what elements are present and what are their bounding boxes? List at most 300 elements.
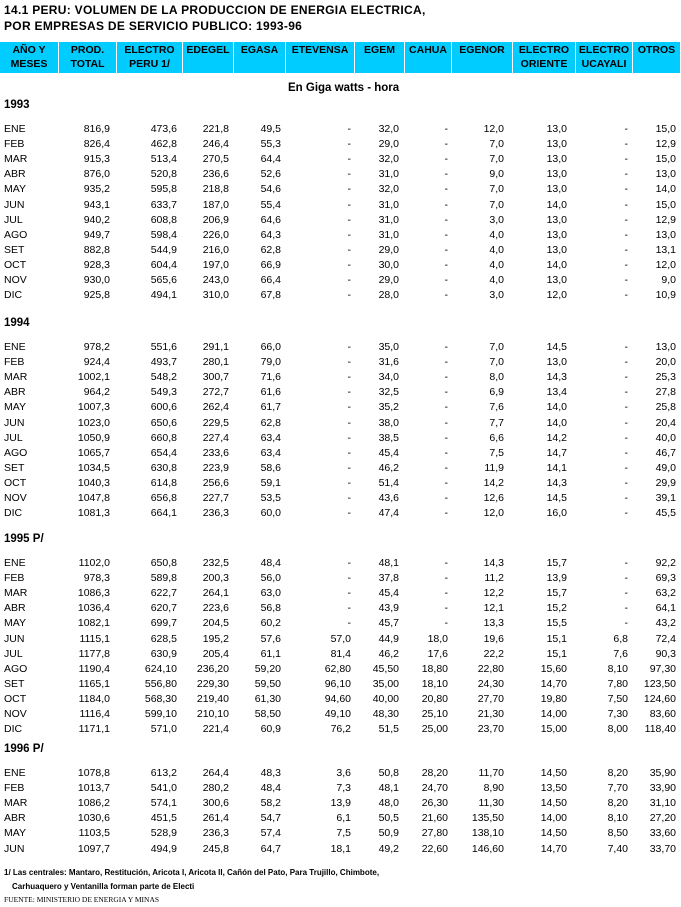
value-cell: 31,6 (378, 356, 399, 369)
value-cell: 451,5 (150, 812, 177, 825)
value-cell: 14,00 (540, 812, 567, 825)
value-cell: 13,1 (655, 243, 676, 256)
value-cell: 19,6 (483, 632, 504, 645)
value-cell: - (624, 274, 628, 286)
value-cell: 7,0 (489, 341, 504, 353)
value-cell: 473,6 (150, 123, 177, 135)
table-row (0, 370, 681, 385)
column-header (405, 42, 452, 73)
value-cell: - (624, 602, 628, 615)
value-cell: 243,0 (202, 274, 229, 286)
value-cell: - (444, 198, 448, 211)
value-cell: 4,0 (489, 228, 504, 241)
month-cell: OCT (4, 258, 27, 271)
value-cell: - (444, 401, 448, 414)
value-cell: 229,5 (202, 416, 229, 429)
value-cell: 53,5 (260, 492, 281, 504)
value-cell: 55,3 (260, 138, 281, 151)
value-cell: 528,9 (150, 827, 177, 840)
value-cell: 57,4 (260, 827, 281, 840)
month-cell: OCT (4, 476, 27, 489)
column-header (633, 42, 681, 73)
month-cell: JUN (4, 198, 25, 211)
value-cell: - (444, 138, 448, 151)
value-cell: 14,1 (546, 461, 567, 474)
unit-label: En Giga watts - hora (288, 82, 400, 94)
value-cell: 7,70 (607, 782, 628, 795)
value-cell: 138,10 (471, 827, 504, 840)
table-row (0, 662, 681, 677)
value-cell: - (624, 386, 628, 399)
value-cell: 589,8 (150, 572, 177, 585)
value-cell: 232,5 (202, 557, 229, 569)
value-cell: - (444, 587, 448, 600)
month-cell: NOV (4, 492, 27, 504)
value-cell: 16,0 (546, 507, 567, 520)
value-cell: - (444, 258, 448, 271)
value-cell: 494,9 (150, 842, 177, 855)
value-cell: 656,8 (150, 492, 177, 504)
column-header (117, 42, 183, 73)
value-cell: 204,5 (202, 617, 229, 630)
value-cell: - (444, 602, 448, 615)
value-cell: 650,6 (150, 416, 177, 429)
value-cell: 35,90 (649, 767, 676, 779)
value-cell: 67,8 (260, 289, 281, 302)
value-cell: 38,5 (378, 431, 399, 444)
value-cell: 4,0 (489, 258, 504, 271)
value-cell: 50,9 (378, 827, 399, 840)
footnote-line2: Carhuaquero y Ventanilla forman parte de Electi (12, 882, 195, 891)
value-cell: 61,7 (260, 401, 281, 414)
value-cell: 124,60 (643, 692, 676, 705)
value-cell: - (347, 289, 351, 302)
value-cell: 13,0 (546, 138, 567, 151)
value-cell: 565,6 (150, 274, 177, 286)
column-header-line1: ELECTRO (124, 44, 175, 56)
value-cell: 7,3 (336, 782, 351, 795)
value-cell: 135,50 (471, 812, 504, 825)
value-cell: - (347, 431, 351, 444)
column-header (234, 42, 286, 73)
value-cell: 69,3 (655, 572, 676, 585)
value-cell: - (347, 416, 351, 429)
value-cell: 45,4 (378, 446, 399, 459)
value-cell: 1065,7 (77, 446, 110, 459)
value-cell: 14,5 (546, 341, 567, 353)
value-cell: - (444, 371, 448, 384)
value-cell: - (347, 492, 351, 504)
value-cell: 29,0 (378, 243, 399, 256)
value-cell: 72,4 (655, 632, 676, 645)
table-row (0, 273, 681, 288)
column-header-line1: ELECTRO (518, 44, 570, 56)
value-cell: 548,2 (150, 371, 177, 384)
table-row (0, 601, 681, 616)
value-cell: 210,10 (196, 708, 229, 720)
value-cell: 27,80 (421, 827, 448, 840)
month-cell: ABR (4, 386, 26, 399)
value-cell: 4,0 (489, 274, 504, 286)
value-cell: - (624, 572, 628, 585)
value-cell: 462,8 (150, 138, 177, 151)
value-cell: 79,0 (260, 356, 281, 369)
value-cell: 544,9 (150, 243, 177, 256)
value-cell: - (347, 371, 351, 384)
value-cell: 71,6 (260, 371, 281, 384)
table-row (0, 167, 681, 182)
value-cell: 46,2 (378, 647, 399, 660)
value-cell: 10,9 (655, 289, 676, 302)
month-cell: NOV (4, 708, 27, 720)
value-cell: 1190,4 (78, 662, 110, 675)
value-cell: 40,00 (372, 692, 399, 705)
column-header-line1: EGEM (364, 44, 395, 56)
value-cell: - (444, 507, 448, 520)
value-cell: 256,6 (202, 476, 229, 489)
value-cell: 17,6 (427, 647, 448, 660)
month-cell: SET (4, 243, 25, 256)
value-cell: 14,0 (546, 416, 567, 429)
value-cell: 31,0 (378, 198, 399, 211)
value-cell: 48,0 (378, 797, 399, 810)
value-cell: 97,30 (649, 662, 676, 675)
value-cell: - (444, 243, 448, 256)
value-cell: 64,3 (260, 228, 281, 241)
value-cell: 24,70 (421, 782, 448, 795)
table-row (0, 416, 681, 431)
value-cell: 50,8 (378, 767, 399, 779)
value-cell: 32,0 (378, 183, 399, 196)
value-cell: - (347, 243, 351, 256)
value-cell: 39,1 (655, 492, 676, 504)
value-cell: 14,0 (546, 198, 567, 211)
table-header (0, 42, 681, 73)
value-cell: 15,0 (655, 198, 676, 211)
column-header-line1: EGASA (240, 44, 279, 56)
table-row (0, 198, 681, 213)
value-cell: 219,40 (196, 692, 229, 705)
column-header (59, 42, 117, 73)
table-row (0, 707, 681, 722)
value-cell: 1007,3 (77, 401, 110, 414)
value-cell: 96,10 (324, 677, 351, 690)
value-cell: 29,0 (378, 274, 399, 286)
value-cell: - (444, 123, 448, 135)
value-cell: 63,4 (260, 431, 281, 444)
value-cell: 291,1 (202, 341, 229, 353)
value-cell: - (347, 461, 351, 474)
value-cell: - (624, 228, 628, 241)
table-row (0, 842, 681, 857)
value-cell: 6,1 (336, 812, 351, 825)
value-cell: 11,9 (484, 461, 504, 474)
month-cell: MAY (4, 183, 26, 196)
value-cell: 62,8 (260, 243, 281, 256)
value-cell: 568,30 (144, 692, 177, 705)
month-cell: AGO (4, 662, 28, 675)
value-cell: 7,0 (489, 183, 504, 196)
value-cell: 90,3 (655, 647, 676, 660)
value-cell: - (444, 572, 448, 585)
value-cell: 13,0 (546, 356, 567, 369)
value-cell: 94,60 (324, 692, 351, 705)
value-cell: 15,00 (540, 723, 567, 736)
value-cell: 541,0 (150, 782, 177, 795)
value-cell: 12,2 (483, 587, 504, 600)
value-cell: 628,5 (150, 632, 177, 645)
value-cell: 44,9 (378, 632, 399, 645)
value-cell: - (624, 557, 628, 569)
value-cell: 20,80 (421, 692, 448, 705)
value-cell: 246,4 (202, 138, 229, 151)
value-cell: - (444, 461, 448, 474)
table-row (0, 677, 681, 692)
month-cell: DIC (4, 723, 23, 736)
value-cell: 1047,8 (77, 492, 110, 504)
value-cell: 118,40 (644, 723, 676, 736)
value-cell: - (624, 123, 628, 135)
month-cell: SET (4, 461, 25, 474)
value-cell: 8,00 (607, 723, 628, 736)
value-cell: 25,8 (655, 401, 676, 414)
value-cell: 13,0 (546, 228, 567, 241)
value-cell: 1013,7 (77, 782, 110, 795)
value-cell: 13,0 (655, 341, 676, 353)
value-cell: 7,6 (489, 401, 504, 414)
value-cell: 14,7 (546, 446, 567, 459)
value-cell: 300,7 (202, 371, 229, 384)
value-cell: 14,70 (540, 842, 567, 855)
table-row (0, 722, 681, 737)
value-cell: 6,6 (489, 431, 504, 444)
month-cell: JUN (4, 842, 25, 855)
value-cell: 7,0 (489, 138, 504, 151)
value-cell: 48,3 (260, 767, 281, 779)
value-cell: 49,0 (655, 461, 676, 474)
value-cell: 21,30 (477, 708, 504, 720)
value-cell: 64,6 (260, 213, 281, 226)
month-cell: MAR (4, 797, 28, 810)
table-row (0, 632, 681, 647)
value-cell: - (624, 153, 628, 166)
table-row (0, 446, 681, 461)
value-cell: 221,8 (202, 123, 229, 135)
value-cell: 300,6 (202, 797, 229, 810)
table-row (0, 491, 681, 506)
month-cell: AGO (4, 446, 28, 459)
value-cell: 630,8 (150, 461, 177, 474)
value-cell: 58,6 (260, 461, 281, 474)
value-cell: 38,0 (378, 416, 399, 429)
value-cell: - (624, 461, 628, 474)
value-cell: 622,7 (150, 587, 177, 600)
value-cell: 7,0 (489, 198, 504, 211)
value-cell: 19,80 (540, 692, 567, 705)
value-cell: - (624, 138, 628, 151)
value-cell: 32,0 (378, 153, 399, 166)
value-cell: 28,0 (378, 289, 399, 302)
value-cell: 1165,1 (78, 677, 110, 690)
value-cell: - (624, 258, 628, 271)
value-cell: 7,40 (607, 842, 628, 855)
value-cell: 29,9 (655, 476, 676, 489)
value-cell: 14,3 (546, 371, 567, 384)
value-cell: 1116,4 (79, 708, 110, 720)
month-cell: ABR (4, 168, 26, 181)
value-cell: 13,3 (483, 617, 504, 630)
value-cell: 12,0 (483, 507, 504, 520)
value-cell: 23,70 (477, 723, 504, 736)
table-row (0, 506, 681, 521)
value-cell: 9,0 (489, 168, 504, 181)
value-cell: 7,7 (489, 416, 504, 429)
value-cell: 236,6 (202, 168, 229, 181)
value-cell: 27,8 (655, 386, 676, 399)
value-cell: 604,4 (150, 258, 177, 271)
column-header-line2: PERU 1/ (129, 58, 170, 70)
table-row (0, 461, 681, 476)
value-cell: 1184,0 (78, 692, 110, 705)
value-cell: 18,80 (421, 662, 448, 675)
value-cell: 556,80 (144, 677, 177, 690)
value-cell: 1023,0 (77, 416, 110, 429)
value-cell: - (444, 431, 448, 444)
value-cell: 15,7 (546, 587, 567, 600)
value-cell: 31,0 (378, 168, 399, 181)
month-cell: ABR (4, 812, 26, 825)
value-cell: 264,4 (202, 767, 229, 779)
value-cell: - (624, 587, 628, 600)
value-cell: - (444, 153, 448, 166)
value-cell: - (444, 183, 448, 196)
value-cell: 630,9 (150, 647, 177, 660)
footnote-line1: 1/ Las centrales: Mantaro, Restitución, Aricota I, Aricota II, Cañón del Pato, Para Trujillo, Chimbote, (4, 868, 380, 877)
value-cell: 14,2 (546, 431, 567, 444)
value-cell: 34,0 (378, 371, 399, 384)
value-cell: 46,2 (378, 461, 399, 474)
value-cell: 59,50 (254, 677, 281, 690)
month-cell: ENE (4, 123, 26, 135)
value-cell: 1078,8 (77, 767, 110, 779)
column-header (183, 42, 234, 73)
table-row (0, 556, 681, 571)
table-row (0, 647, 681, 662)
value-cell: 699,7 (150, 617, 177, 630)
value-cell: 1050,9 (77, 431, 110, 444)
value-cell: - (624, 183, 628, 196)
column-header-line1: EDEGEL (186, 44, 230, 56)
value-cell: - (624, 431, 628, 444)
value-cell: 15,1 (546, 647, 567, 660)
value-cell: - (347, 198, 351, 211)
value-cell: 18,0 (427, 632, 448, 645)
value-cell: - (624, 446, 628, 459)
value-cell: 1081,3 (77, 507, 110, 520)
value-cell: 64,1 (655, 602, 676, 615)
value-cell: 13,0 (546, 123, 567, 135)
value-cell: 32,5 (378, 386, 399, 399)
value-cell: 7,6 (613, 647, 628, 660)
value-cell: 261,4 (202, 812, 229, 825)
column-header-line1: OTROS (637, 44, 676, 56)
value-cell: - (347, 572, 351, 585)
value-cell: 61,1 (260, 647, 281, 660)
value-cell: - (347, 476, 351, 489)
value-cell: 8,0 (489, 371, 504, 384)
month-cell: JUL (4, 431, 23, 444)
value-cell: - (347, 153, 351, 166)
value-cell: 45,7 (378, 617, 399, 630)
value-cell: 37,8 (378, 572, 399, 585)
value-cell: 14,2 (483, 476, 504, 489)
value-cell: 12,9 (655, 138, 676, 151)
value-cell: 48,1 (378, 557, 399, 569)
value-cell: 31,0 (378, 228, 399, 241)
value-cell: 63,0 (260, 587, 281, 600)
value-cell: - (624, 289, 628, 302)
value-cell: 35,0 (378, 341, 399, 353)
value-cell: 43,2 (655, 617, 676, 630)
value-cell: 272,7 (202, 386, 229, 399)
value-cell: 236,3 (202, 507, 229, 520)
value-cell: 20,4 (655, 416, 676, 429)
value-cell: 1002,1 (77, 371, 110, 384)
value-cell: 574,1 (150, 797, 177, 810)
value-cell: - (347, 274, 351, 286)
value-cell: 205,4 (202, 647, 229, 660)
value-cell: 20,0 (655, 356, 676, 369)
value-cell: - (444, 228, 448, 241)
value-cell: 12,0 (546, 289, 567, 302)
value-cell: - (444, 341, 448, 353)
value-cell: 14,0 (546, 258, 567, 271)
value-cell: 45,5 (655, 507, 676, 520)
table-row (0, 616, 681, 631)
value-cell: 15,60 (540, 662, 567, 675)
value-cell: - (347, 123, 351, 135)
value-cell: 7,5 (489, 446, 504, 459)
table-row (0, 400, 681, 415)
value-cell: 195,2 (202, 632, 229, 645)
value-cell: 49,5 (260, 123, 281, 135)
value-cell: 1177,8 (78, 647, 110, 660)
value-cell: 54,6 (260, 183, 281, 196)
value-cell: 123,50 (643, 677, 676, 690)
value-cell: 664,1 (150, 507, 177, 520)
value-cell: 310,0 (202, 289, 229, 302)
value-cell: 43,6 (378, 492, 399, 504)
value-cell: 978,3 (83, 572, 110, 585)
value-cell: 943,1 (83, 198, 110, 211)
value-cell: 595,8 (150, 183, 177, 196)
value-cell: 13,4 (546, 386, 567, 399)
value-cell: 935,2 (83, 183, 110, 196)
value-cell: 571,0 (150, 723, 177, 736)
value-cell: 45,50 (372, 662, 399, 675)
value-cell: 13,0 (655, 228, 676, 241)
value-cell: 14,50 (540, 767, 567, 779)
value-cell: 64,4 (260, 153, 281, 166)
value-cell: 61,30 (254, 692, 281, 705)
table-row (0, 586, 681, 601)
value-cell: - (347, 617, 351, 630)
value-cell: 3,0 (489, 213, 504, 226)
value-cell: 924,4 (83, 356, 110, 369)
value-cell: - (444, 289, 448, 302)
value-cell: 15,2 (546, 602, 567, 615)
month-cell: JUL (4, 213, 23, 226)
